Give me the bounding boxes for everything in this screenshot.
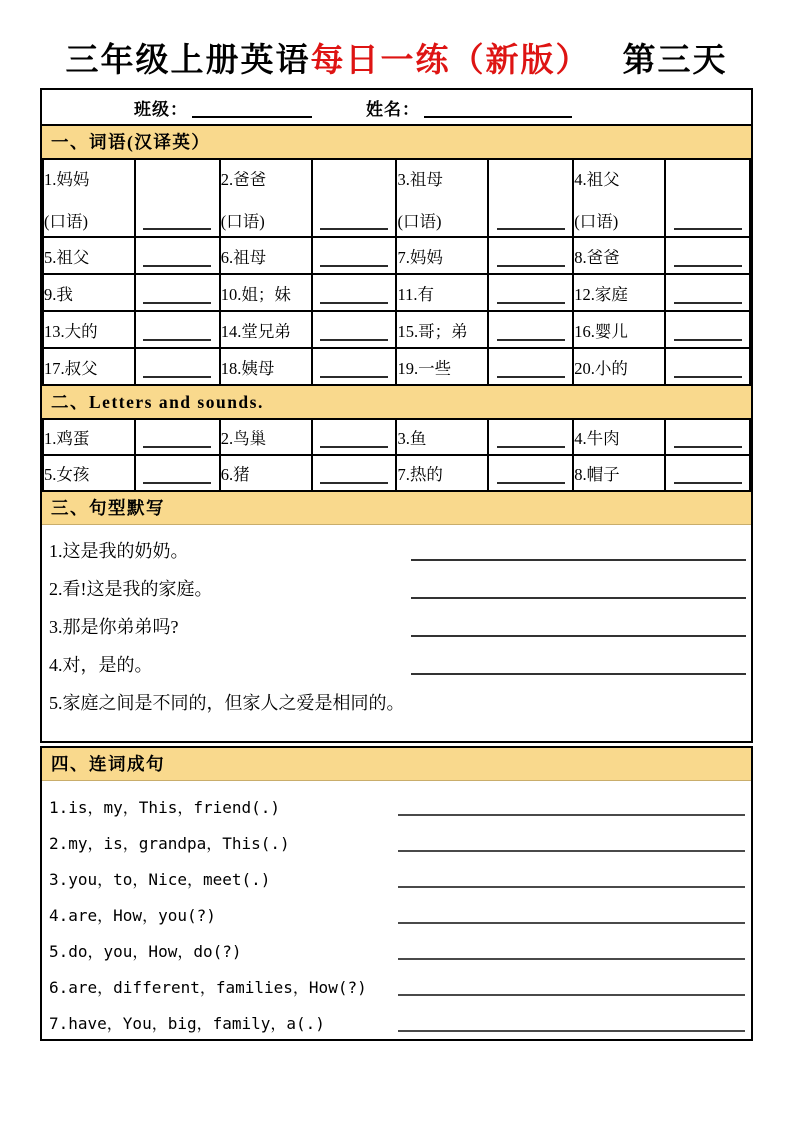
word-cell: 10.姐；妹 [220, 274, 312, 311]
table-row [43, 237, 750, 274]
word-cell: 12.家庭 [573, 274, 665, 311]
word-cell: 7.妈妈 [396, 237, 488, 274]
answer-blank [674, 376, 742, 378]
unscramble-text: 1.is，my，This，friend(.) [49, 798, 281, 817]
section4-box [40, 746, 753, 1041]
word-label: 4.祖父 [574, 170, 620, 189]
title-series: 每日一练（新版） [310, 43, 591, 79]
answer-line [398, 958, 745, 960]
word-cell: 5.祖父 [43, 237, 135, 274]
answer-cell [665, 348, 750, 385]
word-cell: 4.牛肉 [573, 419, 665, 455]
answer-line [411, 673, 746, 675]
word-cell: 8.爸爸 [573, 237, 665, 274]
answer-cell [312, 159, 397, 237]
word-cell: 14.堂兄弟 [220, 311, 312, 348]
answer-cell [312, 455, 397, 491]
answer-cell [488, 237, 573, 274]
section1-heading: 一、词语(汉译英） [42, 124, 751, 158]
page-title [0, 34, 793, 81]
word-cell: 8.帽子 [573, 455, 665, 491]
word-cell: 11.有 [396, 274, 488, 311]
answer-cell [665, 274, 750, 311]
word-cell [220, 159, 312, 237]
answer-cell [135, 159, 220, 237]
answer-cell [488, 274, 573, 311]
answer-blank [143, 302, 211, 304]
unscramble-text: 2.my，is，grandpa，This(.) [49, 834, 290, 853]
unscramble-item [49, 975, 745, 998]
word-cell [43, 159, 135, 237]
answer-blank [674, 446, 742, 448]
answer-cell [488, 159, 573, 237]
sentence-text: 5.家庭之间是不同的，但家人之爱是相同的。 [49, 693, 405, 713]
answer-cell [312, 274, 397, 311]
section3-body [42, 525, 751, 743]
answer-cell [488, 311, 573, 348]
word-cell: 19.一些 [396, 348, 488, 385]
unscramble-text: 6.are，different，families，How(?) [49, 978, 367, 997]
sentence-text: 3.那是你弟弟吗? [49, 617, 179, 637]
answer-cell [665, 237, 750, 274]
answer-cell [665, 311, 750, 348]
section2-heading: 二、Letters and sounds. [42, 386, 751, 418]
answer-line [398, 814, 745, 816]
sentence-item [49, 691, 746, 715]
answer-cell [312, 311, 397, 348]
sentence-text: 4.对，是的。 [49, 655, 153, 675]
answer-blank [143, 228, 211, 230]
answer-cell [312, 348, 397, 385]
sentence-text: 2.看!这是我的家庭。 [49, 579, 213, 599]
word-cell: 15.哥；弟 [396, 311, 488, 348]
unscramble-text: 5.do，you，How，do(?) [49, 942, 242, 961]
answer-blank [497, 376, 565, 378]
answer-blank [320, 302, 388, 304]
answer-cell [135, 419, 220, 455]
answer-cell [135, 455, 220, 491]
answer-blank [674, 339, 742, 341]
class-blank [192, 96, 312, 118]
answer-blank [497, 228, 565, 230]
answer-cell [665, 159, 750, 237]
answer-cell [135, 311, 220, 348]
sentence-item [49, 577, 746, 601]
answer-blank [143, 339, 211, 341]
answer-blank [497, 265, 565, 267]
word-sublabel: (口语) [44, 212, 88, 231]
word-cell: 9.我 [43, 274, 135, 311]
answer-cell [488, 455, 573, 491]
answer-cell [135, 237, 220, 274]
answer-blank [497, 482, 565, 484]
answer-cell [312, 237, 397, 274]
table-row [43, 348, 750, 385]
answer-blank [320, 376, 388, 378]
section2-word-table [42, 418, 751, 492]
unscramble-item [49, 795, 745, 818]
unscramble-item [49, 867, 745, 890]
word-cell: 16.婴儿 [573, 311, 665, 348]
unscramble-text: 3.you，to，Nice，meet(.) [49, 870, 271, 889]
word-sublabel: (口语) [574, 212, 619, 231]
word-cell: 2.鸟巢 [220, 419, 312, 455]
answer-line [398, 850, 745, 852]
section3-heading: 三、句型默写 [42, 492, 751, 525]
word-cell: 17.叔父 [43, 348, 135, 385]
answer-blank [143, 482, 211, 484]
answer-blank [320, 339, 388, 341]
unscramble-text: 7.have，You，big，family，a(.) [49, 1014, 325, 1033]
section1-word-table [42, 158, 751, 386]
word-cell: 3.鱼 [396, 419, 488, 455]
table-row [43, 311, 750, 348]
answer-blank [674, 265, 742, 267]
answer-line [411, 597, 746, 599]
word-label: 1.妈妈 [44, 170, 90, 189]
answer-cell [488, 348, 573, 385]
answer-blank [143, 265, 211, 267]
answer-cell [665, 419, 750, 455]
sentence-item [49, 615, 746, 639]
unscramble-item [49, 831, 745, 854]
answer-blank [497, 339, 565, 341]
table-row [43, 419, 750, 455]
sentence-text: 1.这是我的奶奶。 [49, 541, 189, 561]
word-cell: 13.大的 [43, 311, 135, 348]
word-sublabel: (口语) [397, 212, 442, 231]
sentence-item [49, 539, 746, 563]
word-cell: 6.祖母 [220, 237, 312, 274]
answer-blank [674, 482, 742, 484]
sentence-item [49, 653, 746, 677]
word-cell: 20.小的 [573, 348, 665, 385]
word-cell: 1.鸡蛋 [43, 419, 135, 455]
answer-blank [320, 446, 388, 448]
section4-heading: 四、连词成句 [42, 748, 751, 781]
table-row [43, 159, 750, 237]
answer-blank [143, 376, 211, 378]
answer-blank [143, 446, 211, 448]
word-cell: 6.猪 [220, 455, 312, 491]
title-course: 三年级上册英语 [65, 43, 311, 79]
unscramble-item [49, 1011, 745, 1034]
word-cell [396, 159, 488, 237]
table-row [43, 274, 750, 311]
answer-cell [488, 419, 573, 455]
answer-blank [674, 302, 742, 304]
answer-blank [320, 228, 388, 230]
title-day: 第三天 [622, 43, 728, 79]
word-cell: 5.女孩 [43, 455, 135, 491]
word-label: 2.爸爸 [220, 170, 267, 189]
unscramble-item [49, 939, 745, 962]
word-sublabel: (口语) [220, 212, 265, 231]
answer-line [398, 994, 745, 996]
worksheet-main-box [40, 88, 753, 743]
answer-blank [497, 302, 565, 304]
answer-blank [320, 265, 388, 267]
answer-line [411, 559, 746, 561]
word-label: 3.祖母 [397, 170, 443, 189]
answer-line [398, 886, 745, 888]
word-cell [573, 159, 665, 237]
student-info-row [42, 90, 751, 124]
unscramble-item [49, 903, 745, 926]
name-label: 姓名： [366, 99, 420, 119]
answer-cell [135, 348, 220, 385]
table-row [43, 455, 750, 491]
unscramble-text: 4.are，How，you(?) [49, 906, 216, 925]
section4-body [42, 781, 751, 1034]
answer-cell [312, 419, 397, 455]
answer-line [398, 1030, 745, 1032]
word-cell: 18.姨母 [220, 348, 312, 385]
answer-line [398, 922, 745, 924]
answer-cell [665, 455, 750, 491]
answer-cell [135, 274, 220, 311]
answer-blank [497, 446, 565, 448]
answer-blank [320, 482, 388, 484]
word-cell: 7.热的 [396, 455, 488, 491]
answer-blank [674, 228, 742, 230]
answer-line [411, 635, 746, 637]
name-blank [424, 96, 572, 118]
class-label: 班级： [134, 99, 188, 119]
